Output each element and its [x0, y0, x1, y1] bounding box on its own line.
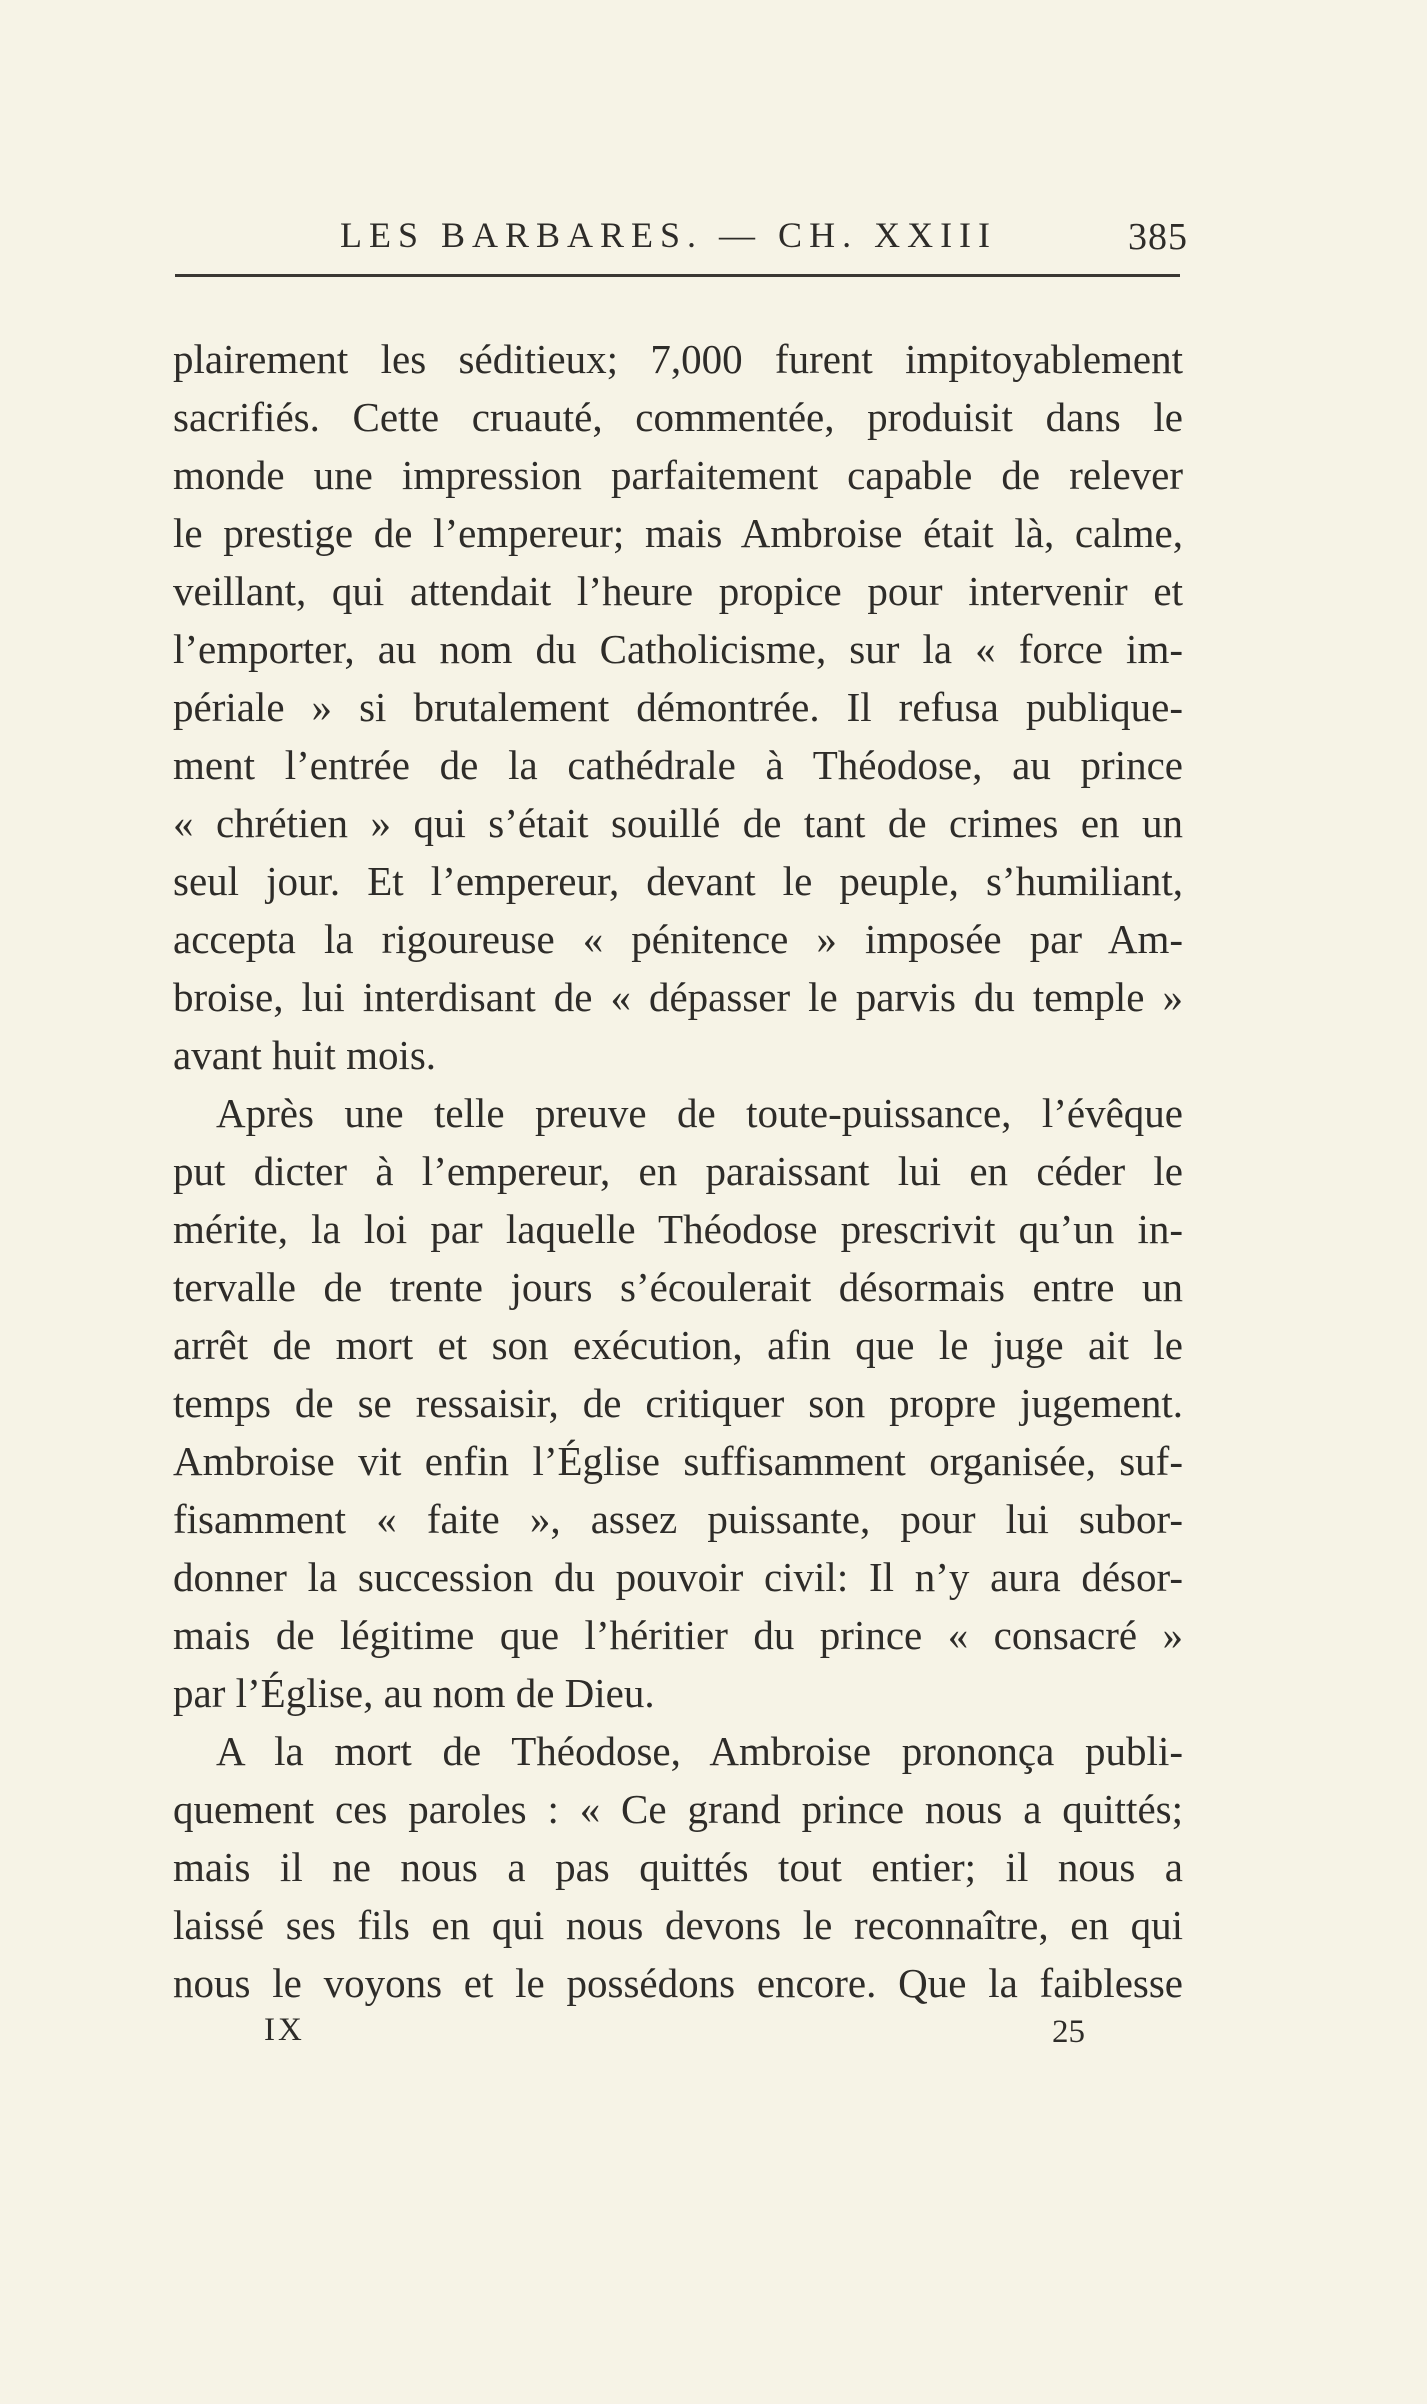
paragraph-first-line: A la mort de Théodose, Ambroise prononça publi-: [216, 1728, 1183, 1774]
text-line: nous le voyons et le possédons encore. Que la faiblesse: [173, 1960, 1183, 2006]
page-number: 385: [1128, 216, 1188, 258]
text-line: monde une impression parfaitement capable de relever: [173, 452, 1183, 498]
paragraph-first-line: Après une telle preuve de toute-puissance, l’évêque: [216, 1090, 1183, 1136]
text-line: « chrétien » qui s’était souillé de tant de crimes en un: [173, 800, 1183, 846]
running-head: LES BARBARES. — CH. XXIII: [340, 215, 998, 255]
text-line: accepta la rigoureuse « pénitence » imposée par Am-: [173, 916, 1183, 962]
text-line: par l’Église, au nom de Dieu.: [173, 1670, 655, 1716]
text-line: sacrifiés. Cette cruauté, commentée, produisit dans le: [173, 394, 1183, 440]
text-line: fisamment « faite », assez puissante, pour lui subor-: [173, 1496, 1183, 1542]
text-line: laissé ses fils en qui nous devons le reconnaître, en qui: [173, 1902, 1183, 1948]
text-line: ment l’entrée de la cathédrale à Théodose, au prince: [173, 742, 1183, 788]
text-line: Ambroise vit enfin l’Église suffisamment organisée, suf-: [173, 1438, 1183, 1484]
page-footer: [0, 2008, 1427, 2058]
text-line: veillant, qui attendait l’heure propice pour intervenir et: [173, 568, 1183, 614]
text-line: mérite, la loi par laquelle Théodose prescrivit qu’un in-: [173, 1206, 1183, 1252]
text-line: tervalle de trente jours s’écoulerait désormais entre un: [173, 1264, 1183, 1310]
text-line: périale » si brutalement démontrée. Il refusa publique-: [173, 684, 1183, 730]
text-line: put dicter à l’empereur, en paraissant lui en céder le: [173, 1148, 1183, 1194]
text-line: broise, lui interdisant de « dépasser le parvis du temple »: [173, 974, 1183, 1020]
text-line: quement ces paroles : « Ce grand prince nous a quittés;: [173, 1786, 1183, 1832]
text-line: mais de légitime que l’héritier du prince « consacré »: [173, 1612, 1183, 1658]
text-line: avant huit mois.: [173, 1032, 437, 1078]
signature-number: 25: [1052, 2014, 1085, 2050]
text-line: le prestige de l’empereur; mais Ambroise était là, calme,: [173, 510, 1183, 556]
text-line: seul jour. Et l’empereur, devant le peuple, s’humiliant,: [173, 858, 1183, 904]
body-text: [173, 330, 1183, 2012]
header-rule: [175, 274, 1180, 277]
text-line: l’emporter, au nom du Catholicisme, sur la « force im-: [173, 626, 1183, 672]
text-line: donner la succession du pouvoir civil: Il n’y aura désor-: [173, 1554, 1183, 1600]
signature-mark: IX: [264, 2012, 305, 2048]
text-line: plairement les séditieux; 7,000 furent impitoyablement: [173, 336, 1183, 382]
text-line: temps de se ressaisir, de critiquer son propre jugement.: [173, 1380, 1183, 1426]
text-line: arrêt de mort et son exécution, afin que le juge ait le: [173, 1322, 1183, 1368]
page-header: [0, 205, 1427, 265]
text-line: mais il ne nous a pas quittés tout entier; il nous a: [173, 1844, 1183, 1890]
